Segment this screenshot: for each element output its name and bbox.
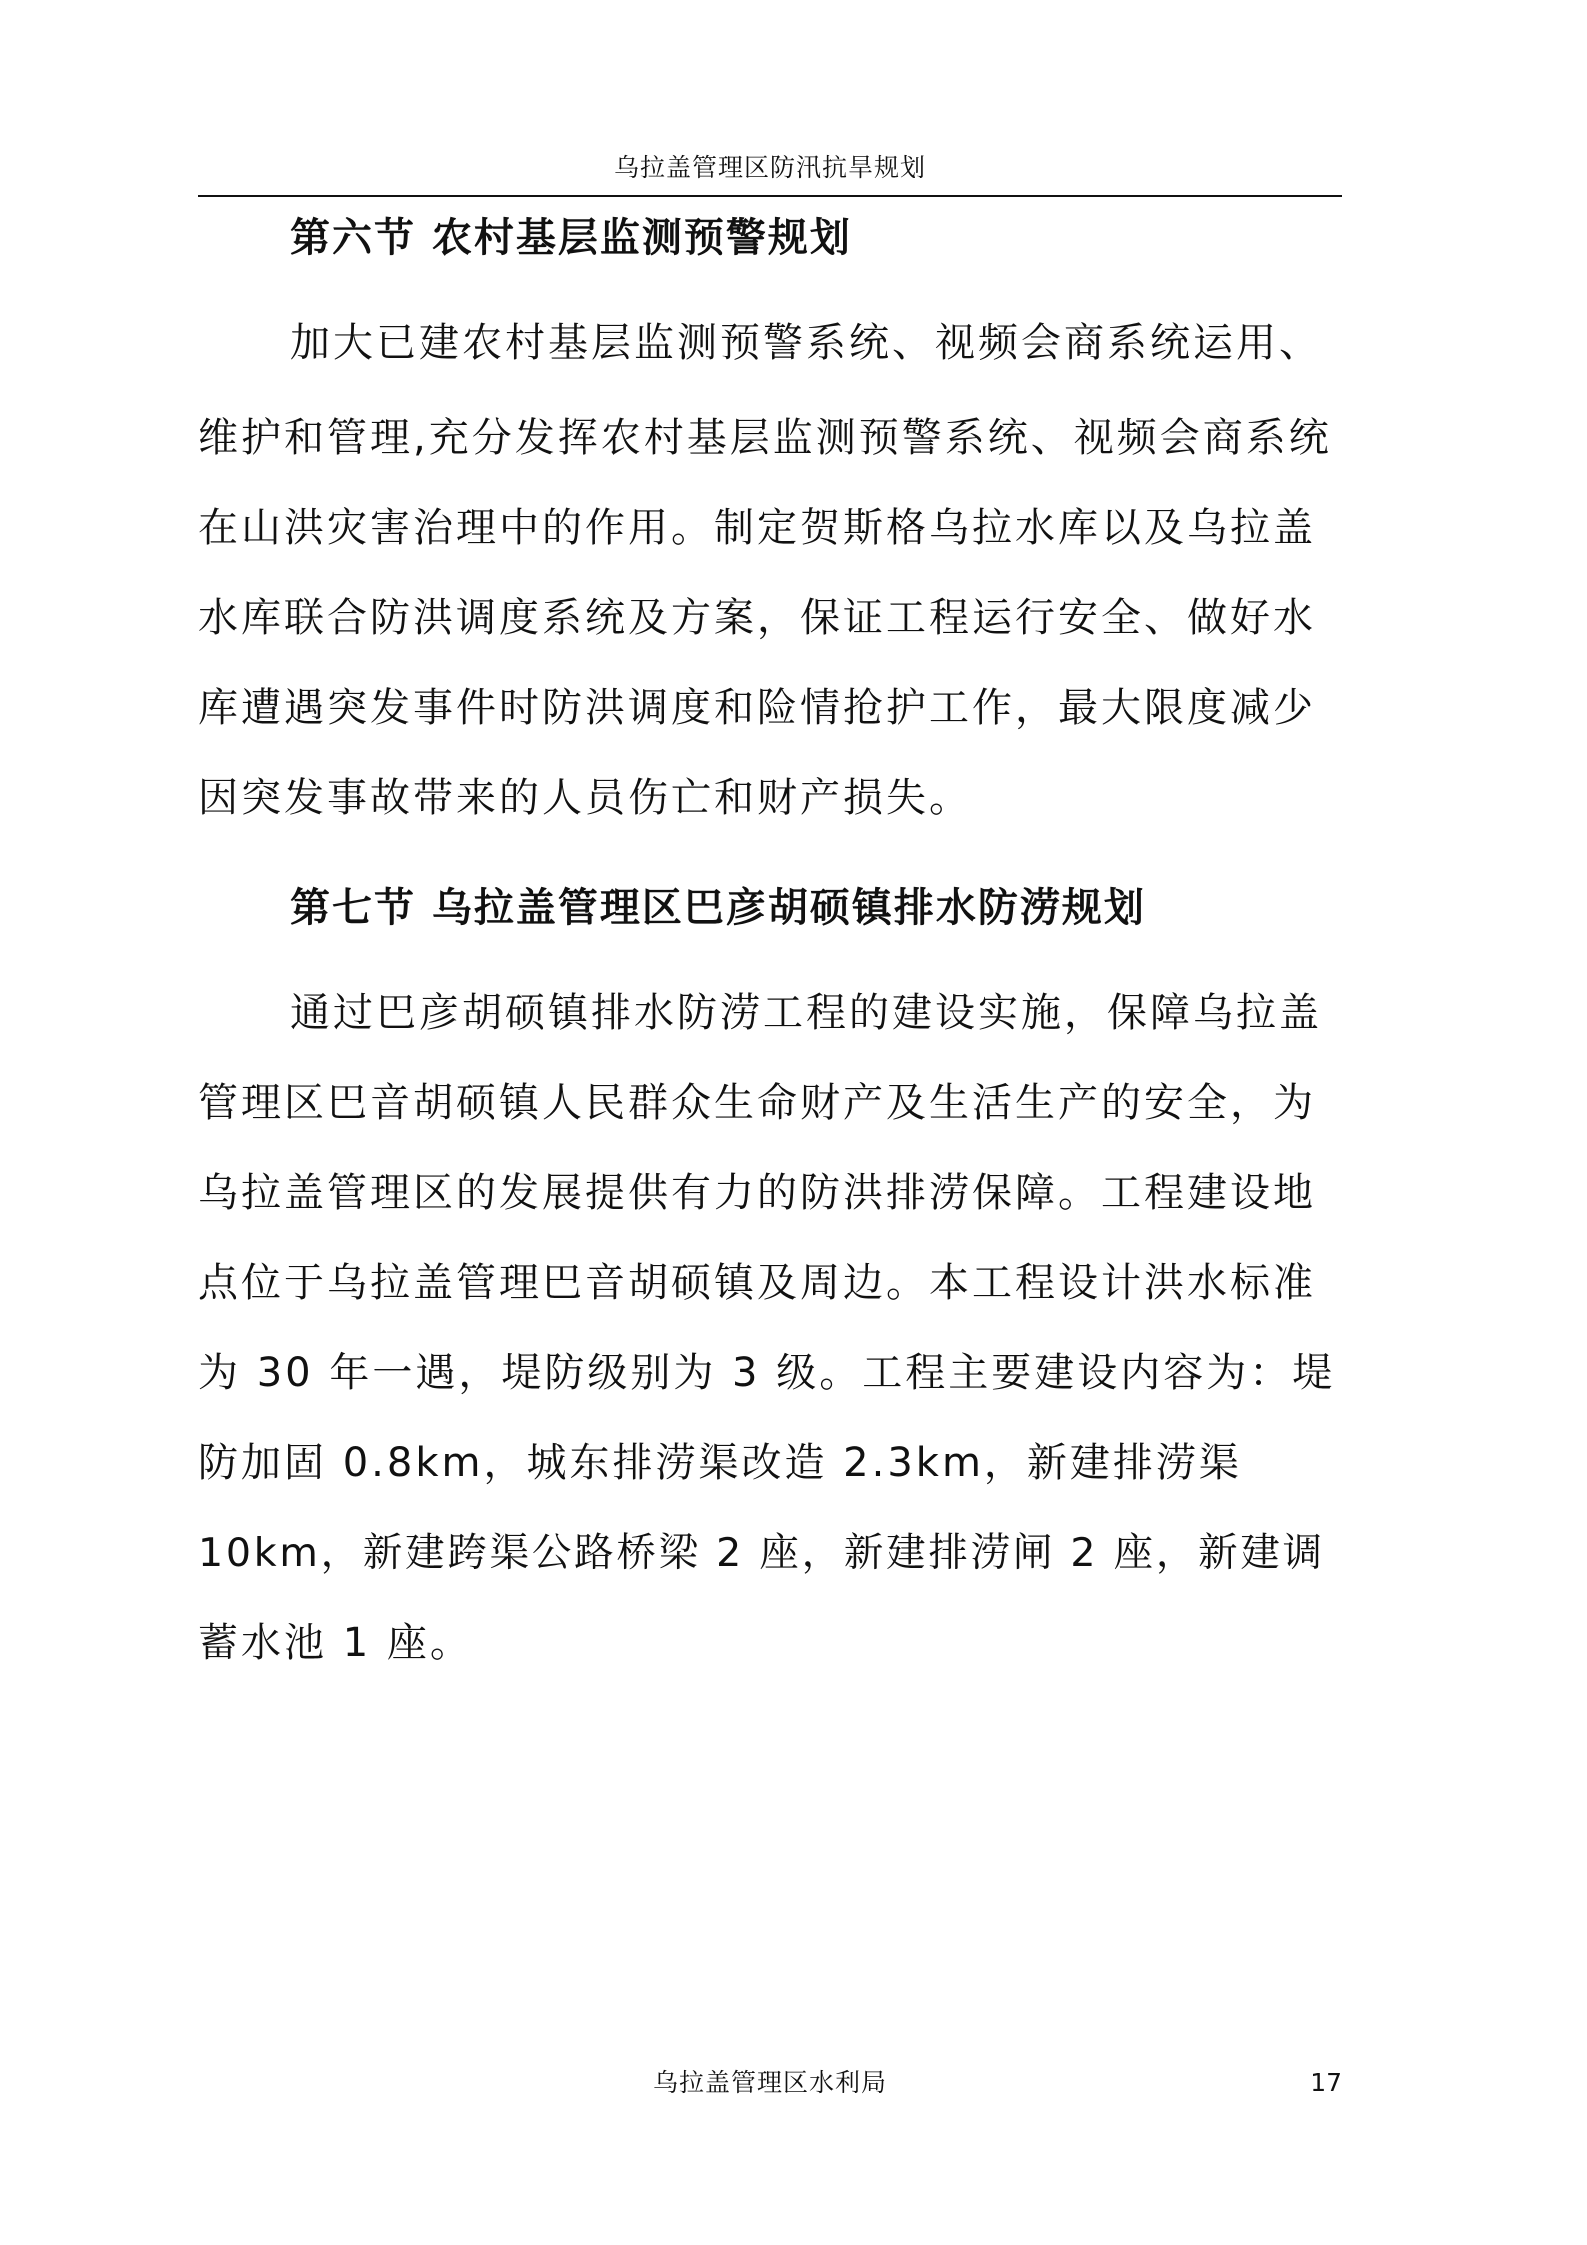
paragraph-line: 库遭遇突发事件时防洪调度和险情抢护工作，最大限度减少: [198, 685, 1316, 731]
paragraph-line: 因突发事故带来的人员伤亡和财产损失。: [198, 775, 972, 821]
paragraph-line: 防加固 0.8km，城东排涝渠改造 2.3km，新建排涝渠: [198, 1440, 1242, 1486]
paragraph-line: 水库联合防洪调度系统及方案，保证工程运行安全、做好水: [198, 595, 1316, 641]
paragraph-line: 乌拉盖管理区的发展提供有力的防洪排涝保障。工程建设地: [198, 1170, 1316, 1216]
paragraph-line: 点位于乌拉盖管理巴音胡硕镇及周边。本工程设计洪水标准: [198, 1260, 1316, 1306]
paragraph-line: 维护和管理,充分发挥农村基层监测预警系统、视频会商系统: [198, 415, 1332, 461]
section-heading: 第六节 农村基层监测预警规划: [290, 215, 852, 261]
page-number: 17: [1310, 2068, 1342, 2097]
footer-org: 乌拉盖管理区水利局: [652, 2068, 887, 2097]
paragraph-line: 在山洪灾害治理中的作用。制定贺斯格乌拉水库以及乌拉盖: [198, 505, 1316, 551]
paragraph-line: 10km，新建跨渠公路桥梁 2 座，新建排涝闸 2 座，新建调: [198, 1530, 1325, 1576]
paragraph-line: 通过巴彦胡硕镇排水防涝工程的建设实施，保障乌拉盖: [290, 990, 1322, 1036]
header-title: 乌拉盖管理区防汛抗旱规划: [613, 153, 926, 182]
header-divider: [198, 195, 1342, 197]
paragraph-line: 管理区巴音胡硕镇人民群众生命财产及生活生产的安全，为: [198, 1080, 1316, 1126]
paragraph-line: 加大已建农村基层监测预警系统、视频会商系统运用、: [290, 320, 1322, 366]
section-heading: 第七节 乌拉盖管理区巴彦胡硕镇排水防涝规划: [290, 885, 1146, 931]
paragraph-line: 蓄水池 1 座。: [198, 1620, 473, 1666]
paragraph-line: 为 30 年一遇，堤防级别为 3 级。工程主要建设内容为：堤: [198, 1350, 1336, 1396]
